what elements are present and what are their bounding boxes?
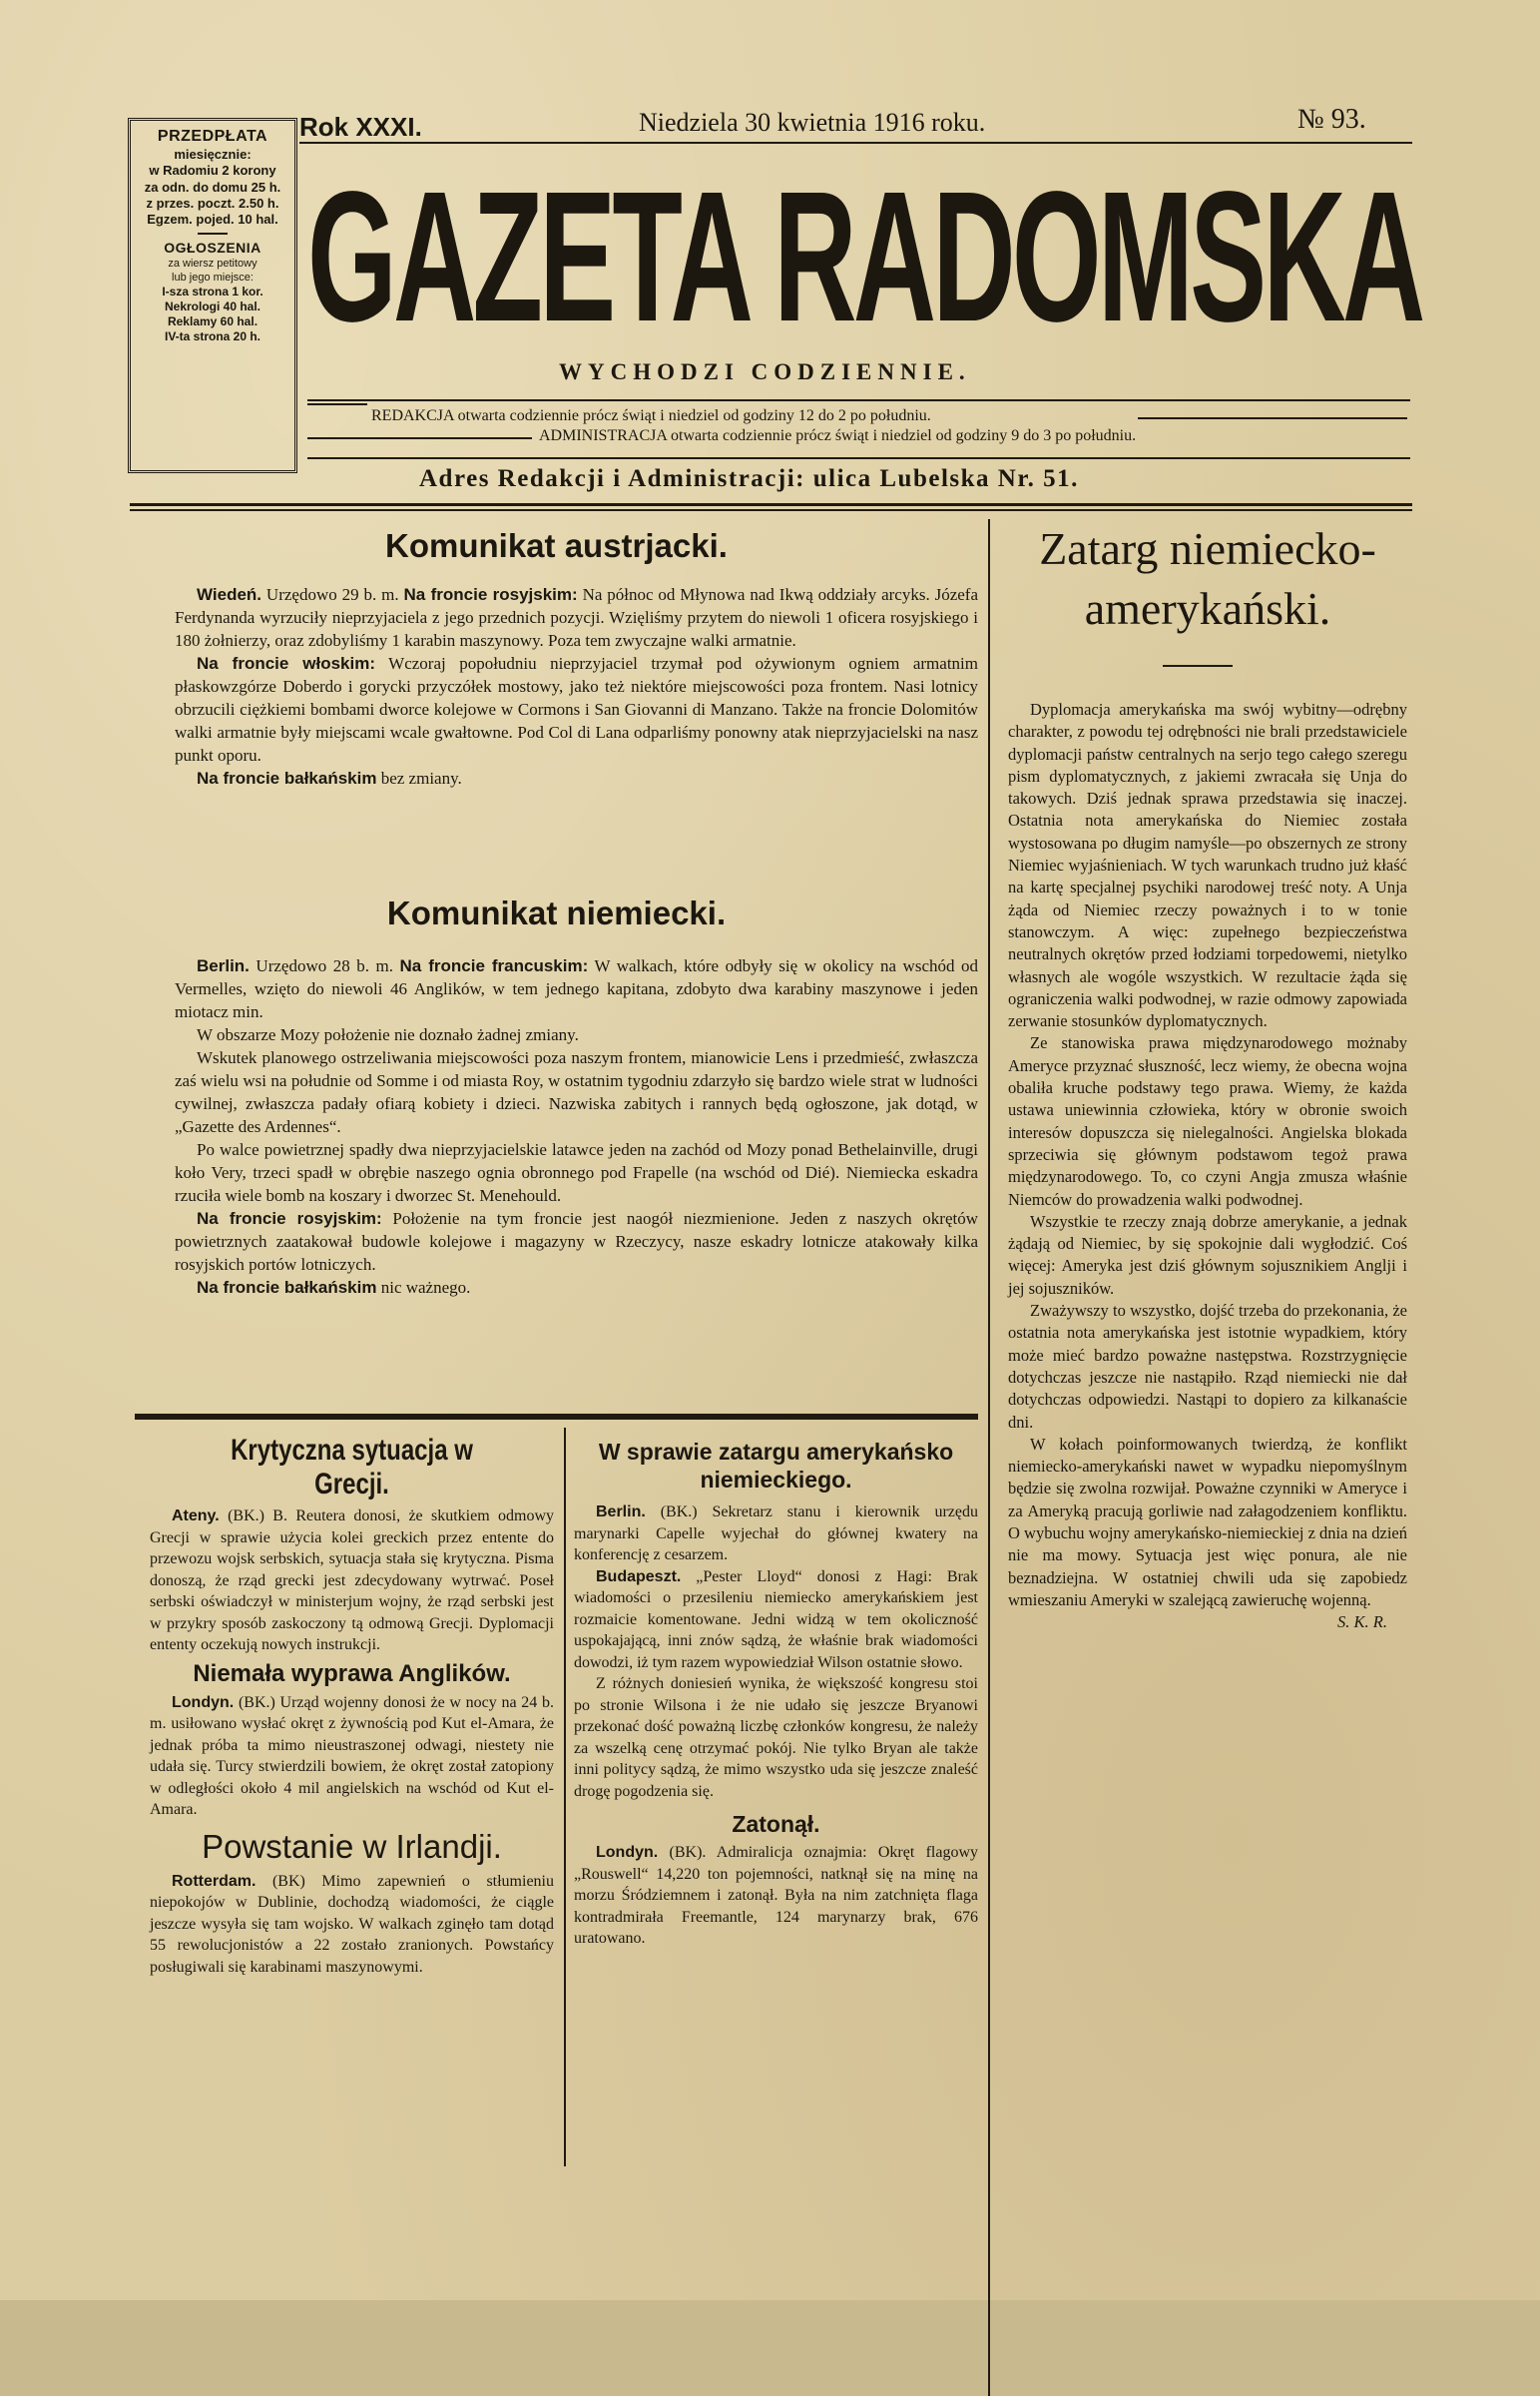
title-line: Zatarg niemiecko- <box>1039 523 1376 574</box>
article-title: Komunikat austrjacki. <box>385 527 728 564</box>
article-title <box>574 1438 978 1494</box>
article-text: (BK.) Urząd wojenny donosi że w nocy na 24 b. m. usiłowano wysłać okręt z żywnością pod Kut el-Amara, że jednak próba ta mimo nieustraszonej odwagi, niestety nie udała się. Turcy stwierdzili bowiem, że okręt został zatopiony w odległości około 4 mil angielskich na wschód od Kut el-Amara. <box>150 1693 555 1818</box>
article-title: Komunikat niemiecki. <box>386 895 727 931</box>
issue-date: Niedziela 30 kwietnia 1916 roku. <box>639 108 986 137</box>
front-label: Na froncie bałkańskim <box>197 769 377 788</box>
article-text: Po walce powietrznej spadły dwa nieprzyjacielskie latawce jeden na zachód od Mozy ponad Bethelainville, drugi koło Very, trzeci spadł w obrębie naszego ognia obronnego pod Frapelle (na wschód od Dié). Niemiecka eskadra rzuciła wiele bomb na koszary i dworzec St. Menehould. <box>175 1140 978 1205</box>
article-text: Wskutek planowego ostrzeliwania miejscowości poza naszym frontem, mianowicie Lens i przedmieść, zwłaszcza zaś wielu wsi na południe od Somme i od miasta Roy, w ostatnim tygodniu zdarzyło się bardzo wiele strat w ludności cywilnej, zwłaszcza padały ofiarą kobiety i dzieci. Nazwiska zabitych i rannych będą ogłoszone, jak dotąd, w „Gazette des Ardennes“. <box>175 1048 978 1136</box>
dateline: Londyn. <box>596 1844 659 1861</box>
front-label: Na froncie bałkańskim <box>197 1278 377 1297</box>
dateline: Ateny. <box>172 1507 220 1524</box>
article-text: Zważywszy to wszystko, dojść trzeba do przekonania, że ostatnia nota amerykańska jest istotnie wypadkiem, który może mieć bardzo poważne następstwa. Rozstrzygnięcie dotychczas jeszcze nie nastąpiło. Rząd niemiecki nie dał dotychczas odpowiedzi. Nastąpi to dopiero za kilkanaście dni. <box>1008 1301 1407 1432</box>
subscription-line: z przes. poczt. 2.50 h. <box>146 195 279 211</box>
ads-sub: za wiersz petitowy <box>168 257 257 270</box>
article-text: Urzędowo 28 b. m. <box>256 956 393 975</box>
ads-line: I-sza strona 1 kor. <box>162 285 263 300</box>
article-text: W obszarze Mozy położenie nie doznało żadnej zmiany. <box>197 1025 579 1044</box>
article-text: „Pester Lloyd“ donosi z Hagi: Brak wiadomości o przesileniu niemiecko amerykańskiem jest rozmaicie komentowane. Jedni widzą w tem okoliczność uspokajającą, inni znów sądzą, że właśnie brak wiadomości dowodzi, iż tym razem wypowiedział Wilson ostatnie słowo. <box>574 1567 978 1671</box>
article-text: Ze stanowiska prawa międzynarodowego możnaby Ameryce przyznać słuszność, lecz wiemy, że obecna wojna obaliła kruche podstawy tego prawa. Wiemy, że każda ustawa uniewinnia człowieka, który w obronie swoich interesów dopuszcza się nielegalności. Angielska blokada sprzeciwia się głównym podstawom tegoż prawa międzynarodowego. To, co czyni Angja zmusza właśnie Niemców do prowadzenia walki podwodnej. <box>1008 1033 1407 1209</box>
dateline: Wiedeń. <box>197 585 262 604</box>
title-line: amerykański. <box>1084 583 1331 634</box>
article-title: Powstanie w Irlandji. <box>202 1827 502 1865</box>
masthead-title: GAZETA RADOMSKA <box>307 154 1422 360</box>
article-text: Z różnych doniesień wynika, że większość kongresu stoi po stronie Wilsona i że nie udało się jeszcze Bryanowi przekonać dość poważną liczbę członków kongresu, że należy za wszelką cenę otrzymać pokój. Nie tylko Bryan ale także inni politycy sądzą, że mimo wszystko uda się jeszcze znaleść drogę pogodzenia się. <box>574 1675 978 1800</box>
article-text: Dyplomacja amerykańska ma swój wybitny—odrębny charakter, z powodu tej odrębności nie brali przedstawiciele dyplomacji państw centralnych na serjo tego całego szeregu pism dyplomatycznych, z jakiemi zwracała się Unja do takowych. Dziś jednak sprawa przedstawia się inaczej. Ostatnia nota amerykańska do Niemiec została wystosowana po długim namyśle—po obszernych ze strony Niemiec wyjaśnieniach. W tych warunkach trudno już kłaść na kartę specjalnej psychiki narodowej treść noty. A Unja żąda od Niemiec rzeczy poważnych i to w tonie stanowczym. A więc: zupełnego bezpieczeństwa neutralnych okrętów przed łodziami torpedowemi, nietylko własnych ale wogóle wszystkich. W rezultacie żąda się ograniczenia walki podwodnej, w razie odmowy zapowiada zerwanie stosunków dyplomatycznych. <box>1008 700 1407 1031</box>
header-rule <box>130 503 1412 506</box>
subscription-monthly: miesięcznie: <box>174 147 252 162</box>
header-rule <box>307 437 532 439</box>
lower-middle-column <box>574 1438 978 1950</box>
article-title: Zatonął. <box>732 1811 820 1837</box>
article-text: Urzędowo 29 b. m. <box>265 585 399 604</box>
masthead-subtitle: WYCHODZI CODZIENNIE. <box>559 359 971 384</box>
article-text: Położenie na tym froncie jest naogół niezmienione. Jeden z naszych okrętów powietrznych zaatakował budowle kolejowe i magazyny w Rzeczycy, nasze eskadry lotnicze atakowały kilka rosyjskich portów lotniczych. <box>175 1209 979 1274</box>
address-line: Adres Redakcji i Administracji: ulica Lubelska Nr. 51. <box>419 465 1079 492</box>
lower-left-column <box>150 1434 554 1978</box>
front-label: Na froncie rosyjskim: <box>403 585 578 604</box>
divider <box>198 233 228 235</box>
article-text: Na północ od Młynowa nad Ikwą oddziały arcyks. Józefa Ferdynanda wyrzuciły nieprzyjaciela z jego przednich pozycji. Wzięliśmy przytem do niewoli 1 oficera rosyjskiego i 180 żołnierzy, oraz zdobyliśmy 1 karabin maszynowy. Poza tem zwyczajne walki armatnie. <box>175 585 978 650</box>
title-line: W sprawie zatargu amerykańsko <box>598 1439 954 1465</box>
ads-line: IV-ta strona 20 h. <box>164 329 261 344</box>
header-rule <box>299 142 1412 144</box>
article-text: W walkach, które odbyły się w okolicy na wschód od Vermelles, wzięto do niewoli 46 Anglików, w tem jednego kapitana, zdobyto dwa karabiny maszynowe i jeden miotacz min. <box>175 956 979 1021</box>
article-text: (BK.) B. Reutera donosi, że skutkiem odmowy Grecji w sprawie użycia kolei greckich przez entente do przewozu wojsk serbskich, sytuacja stała się krytyczna. Pisma donoszą, że rząd grecki jest zdecydowany wytrwać. Poseł serbski oświadczył w ministerjum wojny, że rząd serbski jest w przykry sposób zaskoczony tą odmową Grecji. Dyplomacji ententy oczekują nowych instrukcji. <box>150 1507 555 1653</box>
article-text: (BK.) Sekretarz stanu i kierownik urzędu marynarki Capelle wyjechał do głównej kwatery na konferencję z cesarzem. <box>574 1503 979 1563</box>
article-text: Wszystkie te rzeczy znają dobrze amerykanie, a jednak żądają od Niemiec, by się spokojnie dali wygłodzić. Coś więcej: Ameryka jest dziś głównym sojusznikiem Anglji i jej sojuszników. <box>1008 1211 1407 1298</box>
dateline: Londyn. <box>172 1693 235 1711</box>
issue-number: № 93. <box>1297 104 1366 135</box>
article-title: Krytyczna sytuacja w Grecji. <box>231 1434 473 1500</box>
article-zatarg <box>1008 699 1407 1633</box>
dateline: Berlin. <box>197 956 250 975</box>
article-text: nic ważnego. <box>380 1278 471 1297</box>
header-rule <box>307 457 1410 459</box>
dateline: Rotterdam. <box>172 1872 257 1890</box>
divider <box>1163 665 1233 667</box>
article-german <box>175 954 978 1299</box>
redakcja-hours: REDAKCJA otwarta codziennie prócz świąt i niedziel od godziny 12 do 2 po południu. <box>371 407 931 424</box>
ads-line: Reklamy 60 hal. <box>167 314 258 329</box>
front-label: Na froncie francuskim: <box>399 956 589 975</box>
ads-line: Nekrologi 40 hal. <box>164 300 261 314</box>
article-text: (BK). Admiralicja oznajmia: Okręt flagowy „Rouswell“ 14,220 ton pojemności, natknął się na minę na morzu Śródziemnem i zatonął. Była na nim zatchnięta flaga kontradmirała Freemantle, 124 marynarzy brak, 676 uratowano. <box>574 1844 979 1947</box>
ads-sub: lub jego miejsce: <box>172 271 254 284</box>
article-title <box>998 519 1417 639</box>
header-rule <box>1138 417 1407 419</box>
front-label: Na froncie rosyjskim: <box>197 1209 382 1228</box>
subscription-heading: PRZEDPŁATA <box>157 128 268 145</box>
subscription-line: za odn. do domu 25 h. <box>144 179 281 195</box>
signature: S. K. R. <box>1337 1612 1387 1632</box>
subscription-line: w Radomiu 2 korony <box>149 163 276 179</box>
header-rule <box>307 399 1410 401</box>
year-label: Rok XXXI. <box>299 112 422 142</box>
header-rule <box>130 509 1412 511</box>
article-title: Niemała wyprawa Anglików. <box>193 1659 511 1687</box>
dateline: Budapeszt. <box>596 1567 682 1585</box>
article-text: W kołach poinformowanych twierdzą, że konflikt niemiecko-amerykański nawet w wypadku niepomyślnym będzie się zwolna rozwijał. Poważne czynniki w Ameryce i za Ameryką pracują gorliwie nad załagodzeniem konfliktu. O wybuchu wojny amerykańsko-niemieckiej z dnia na dzień nie ma mowy. Sytuacja jest więc ponura, ale nie beznadziejna. W ostatniej chwili uda się zapobiedz wmieszaniu Ameryki w szalejącą zawieruchę wojenną. <box>1008 1434 1407 1609</box>
article-text: (BK) Mimo zapewnień o stłumieniu niepokojów w Dublinie, dochodzą wiadomości, że ciągle jeszcze wysyła się tam wojsko. W walkach zginęło tam dotąd 55 rewolucjonistów a 22 zostało zranionych. Powstańcy posługiwali się karabinami maszynowymi. <box>150 1872 554 1976</box>
subscription-box <box>128 118 297 473</box>
front-label: Na froncie włoskim: <box>197 654 376 673</box>
administracja-hours: ADMINISTRACJA otwarta codziennie prócz świąt i niedziel od godziny 9 do 3 po południu. <box>539 427 1137 444</box>
dateline: Berlin. <box>596 1503 646 1520</box>
column-rule <box>564 1428 566 2166</box>
header-rule <box>307 403 367 405</box>
title-line: niemieckiego. <box>700 1467 852 1493</box>
column-rule <box>988 519 990 2396</box>
subscription-line: Egzem. pojed. 10 hal. <box>147 212 278 227</box>
article-text: bez zmiany. <box>380 769 462 788</box>
article-text: Wczoraj popołudniu nieprzyjaciel trzymał pod ożywionym ogniem armatnim płaskowzgórze Doberdo i gorycki przyczółek mostowy, jako też niektóre miejscowości poza frontem. Nasi lotnicy obrzucili ciężkiemi bombami dworce kolejowe w Cormons i San Giovanni di Manzano. Także na froncie Dolomitów walki armatnie były miejscami wcale gwałtowne. Pod Col di Lana odparliśmy ponowny atak nieprzyjacielski na nasz punkt oporu. <box>175 654 978 765</box>
section-rule <box>135 1414 978 1420</box>
ads-heading: OGŁOSZENIA <box>164 240 261 257</box>
article-austrian <box>175 583 978 790</box>
